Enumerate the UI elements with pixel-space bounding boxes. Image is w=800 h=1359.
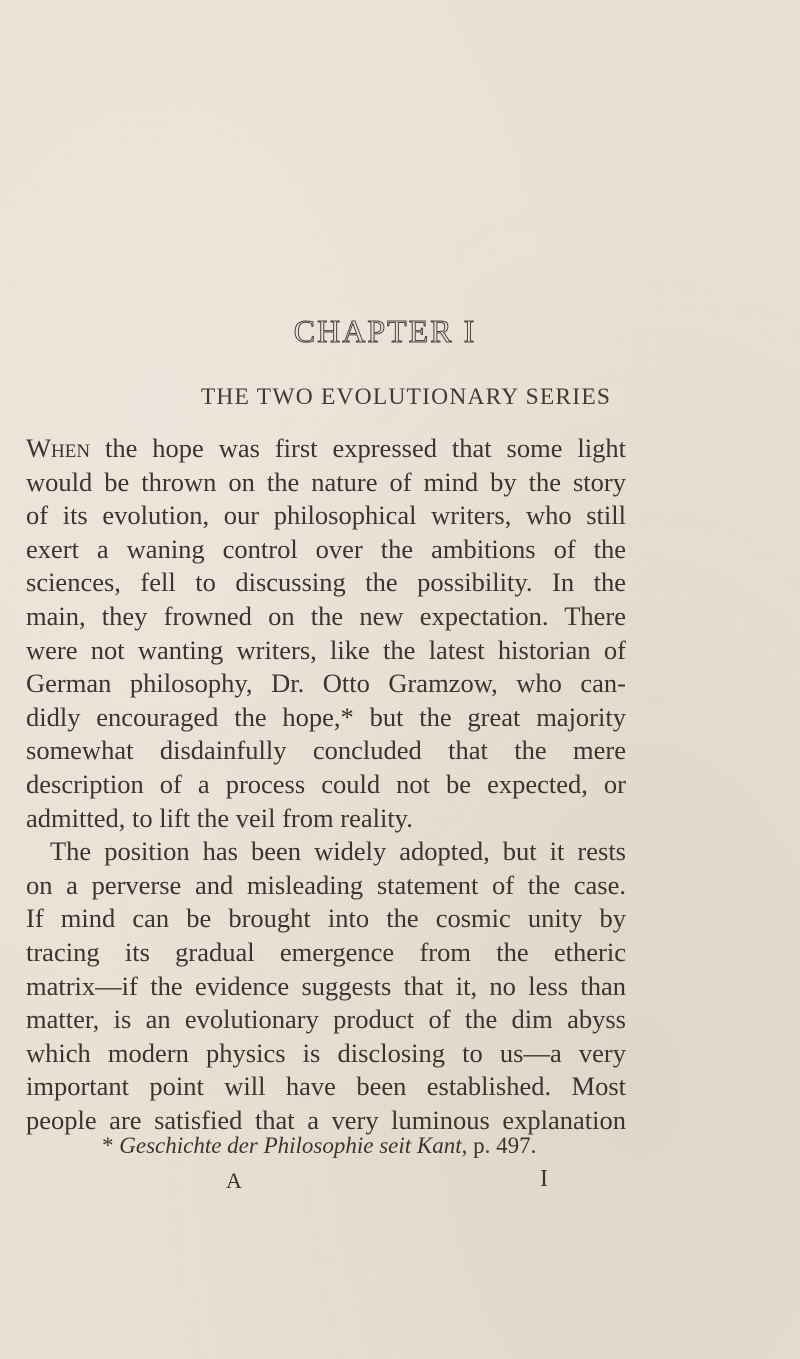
text-line-5: sciences, fell to discussing the possibility. In the [26, 567, 626, 598]
line-1-rest: the hope was first expressed that some light [90, 433, 626, 463]
text-line-9: didly encouraged the hope,* but the great majority [26, 701, 626, 732]
text-line-20: important point will have been established. Most [26, 1071, 626, 1102]
text-line-4: exert a waning control over the ambitions of the [26, 533, 626, 564]
text-line-12: admitted, to lift the veil from reality. [26, 802, 413, 833]
chapter-heading: CHAPTER I [293, 313, 477, 349]
chapter-subtitle: THE TWO EVOLUTIONARY SERIES [200, 384, 612, 410]
footnote-marker: * [102, 1133, 120, 1158]
text-line-7: were not wanting writers, like the latest historian of [26, 634, 626, 665]
text-line-14: on a perverse and misleading statement of the case. [26, 869, 626, 900]
signature-mark: A [226, 1168, 242, 1193]
text-line-16: tracing its gradual emergence from the etheric [26, 936, 626, 967]
footnote-title: Geschichte der Philosophie seit Kant [119, 1133, 462, 1158]
text-line-6: main, they frowned on the new expectation. There [26, 600, 626, 631]
text-line-19: which modern physics is disclosing to us—a very [26, 1037, 626, 1068]
text-line-2: would be thrown on the nature of mind by the story [26, 466, 626, 497]
page-number: I [540, 1166, 548, 1192]
text-line-18: matter, is an evolutionary product of the dim abyss [26, 1004, 626, 1035]
text-line-8: German philosophy, Dr. Otto Gramzow, who can- [26, 668, 626, 699]
footnote-rest: , p. 497. [461, 1133, 537, 1158]
text-line-15: If mind can be brought into the cosmic unity by [26, 903, 626, 934]
first-word: When [26, 433, 91, 463]
text-line-1 [26, 432, 626, 466]
text-line-17: matrix—if the evidence suggests that it, no less than [26, 970, 626, 1001]
text-line-3: of its evolution, our philosophical writers, who still [26, 500, 626, 531]
footnote [102, 1133, 536, 1159]
text-line-11: description of a process could not be expected, or [26, 768, 626, 799]
text-line-13: The position has been widely adopted, but it rests [50, 836, 626, 867]
text-line-10: somewhat disdainfully concluded that the mere [26, 735, 626, 766]
text-line-21: people are satisfied that a very luminous explanation [26, 1104, 626, 1135]
body-text [26, 432, 626, 1137]
